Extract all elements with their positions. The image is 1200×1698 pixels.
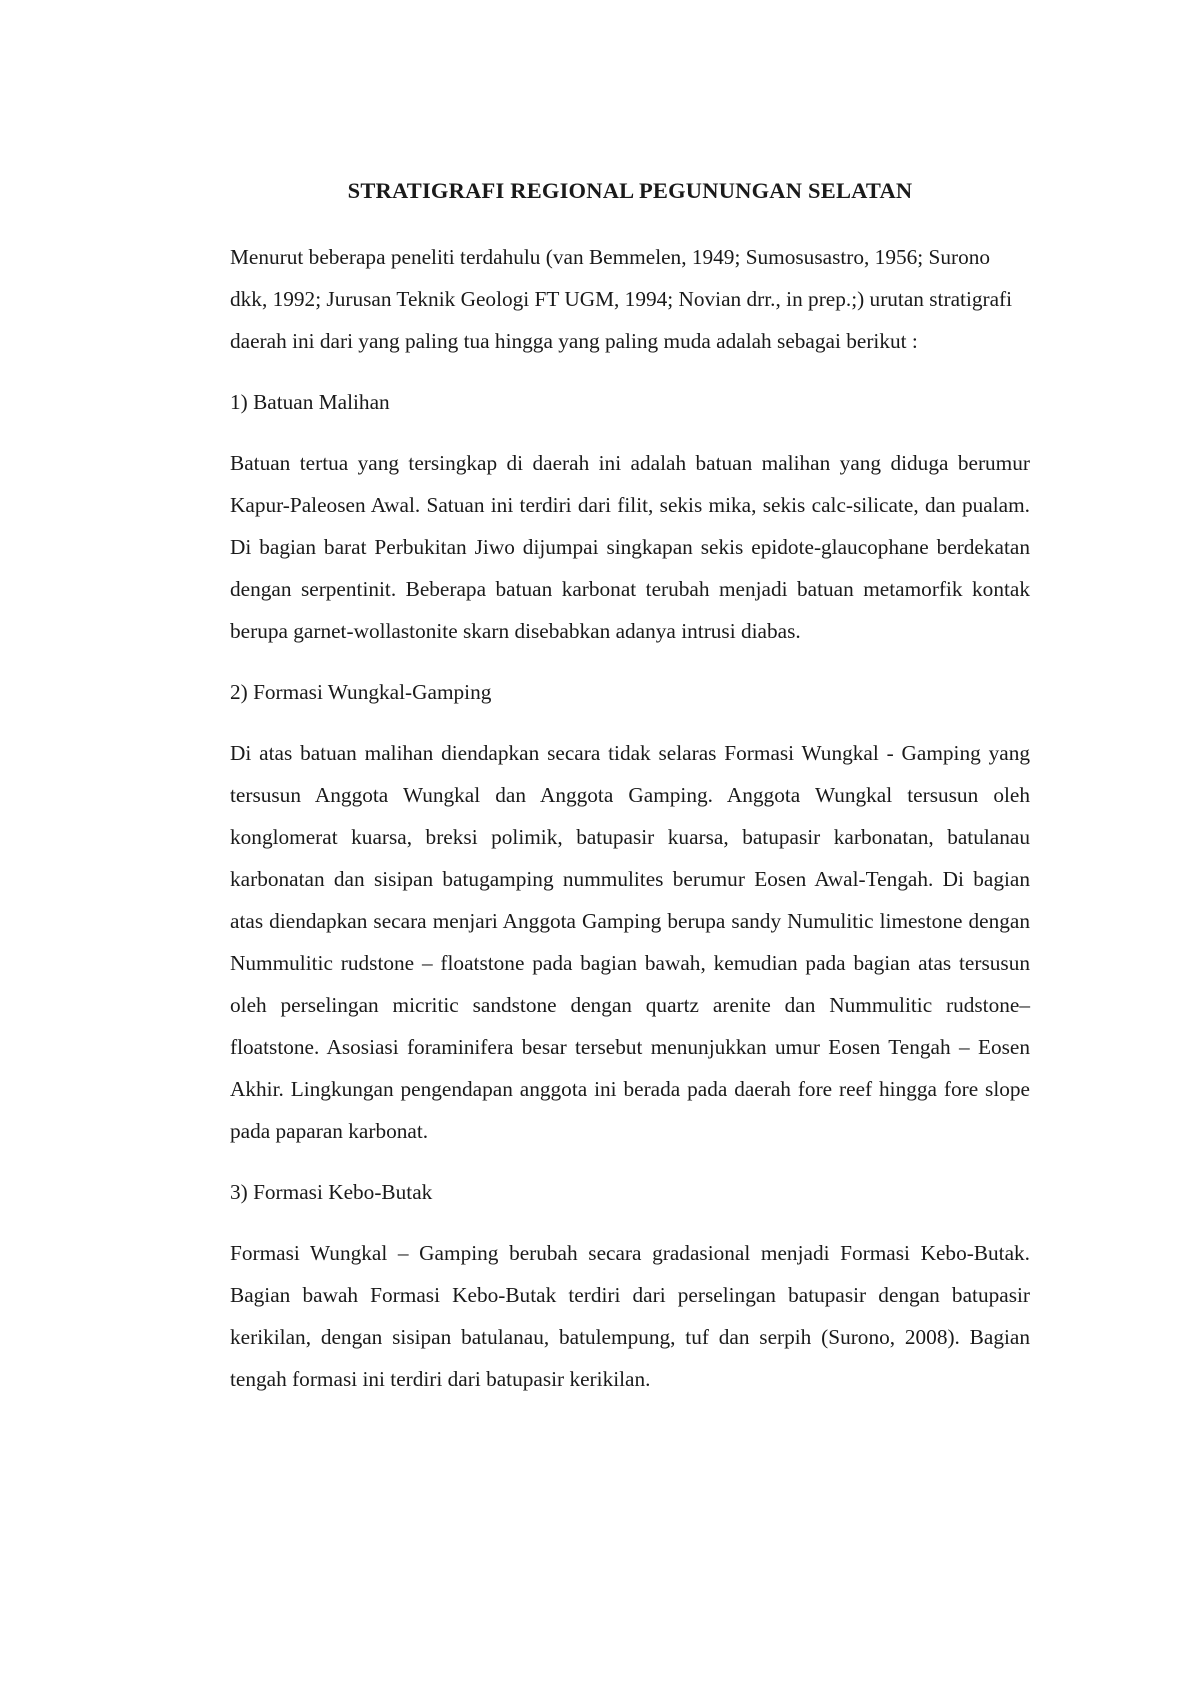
intro-paragraph: Menurut beberapa peneliti terdahulu (van Bemmelen, 1949; Sumosusastro, 1956; Surono dkk, 1992; Jurusan Teknik Geologi FT UGM, 1994; Novian drr., in prep.;) urutan stratigrafi daerah ini dari yang paling tua hingga yang paling muda adalah sebagai berikut : <box>230 245 1013 353</box>
section-body-batuan-malihan: Batuan tertua yang tersingkap di daerah ini adalah batuan malihan yang diduga berumur Kapur-Paleosen Awal. Satuan ini terdiri dari filit, sekis mika, sekis calc-silicate, dan pualam. Di bagian barat Perbukitan Jiwo dijumpai singkapan sekis epidote-glaucophane berdekatan dengan serpentinit. Beberapa batuan karbonat terubah menjadi batuan metamorfik kontak berupa garnet-wollastonite skarn disebabkan adanya intrusi diabas. <box>230 451 1030 643</box>
section-heading-batuan-malihan: 1) Batuan Malihan <box>230 390 390 414</box>
section-body-formasi-wungkal-gamping: Di atas batuan malihan diendapkan secara tidak selaras Formasi Wungkal - Gamping yang tersusun Anggota Wungkal dan Anggota Gamping. Anggota Wungkal tersusun oleh konglomerat kuarsa, breksi polimik, batupasir kuarsa, batupasir karbonatan, batulanau karbonatan dan sisipan batugamping nummulites berumur Eosen Awal-Tengah. Di bagian atas diendapkan secara menjari Anggota Gamping berupa sandy Numulitic limestone dengan Nummulitic rudstone – floatstone pada bagian bawah, kemudian pada bagian atas tersusun oleh perselingan micritic sandstone dengan quartz arenite dan Nummulitic rudstone–floatstone. Asosiasi foraminifera besar tersebut menunjukkan umur Eosen Tengah – Eosen Akhir. Lingkungan pengendapan anggota ini berada pada daerah fore reef hingga fore slope pada paparan karbonat. <box>230 741 1030 1143</box>
document-title: STRATIGRAFI REGIONAL PEGUNUNGAN SELATAN <box>347 178 913 203</box>
section-heading-formasi-wungkal-gamping: 2) Formasi Wungkal-Gamping <box>230 680 492 704</box>
section-body-formasi-kebo-butak: Formasi Wungkal – Gamping berubah secara gradasional menjadi Formasi Kebo-Butak. Bagian bawah Formasi Kebo-Butak terdiri dari perselingan batupasir dengan batupasir kerikilan, dengan sisipan batulanau, batulempung, tuf dan serpih (Surono, 2008). Bagian tengah formasi ini terdiri dari batupasir kerikilan. <box>230 1241 1030 1391</box>
section-heading-formasi-kebo-butak: 3) Formasi Kebo-Butak <box>230 1180 433 1204</box>
document-page <box>230 170 1030 1419</box>
